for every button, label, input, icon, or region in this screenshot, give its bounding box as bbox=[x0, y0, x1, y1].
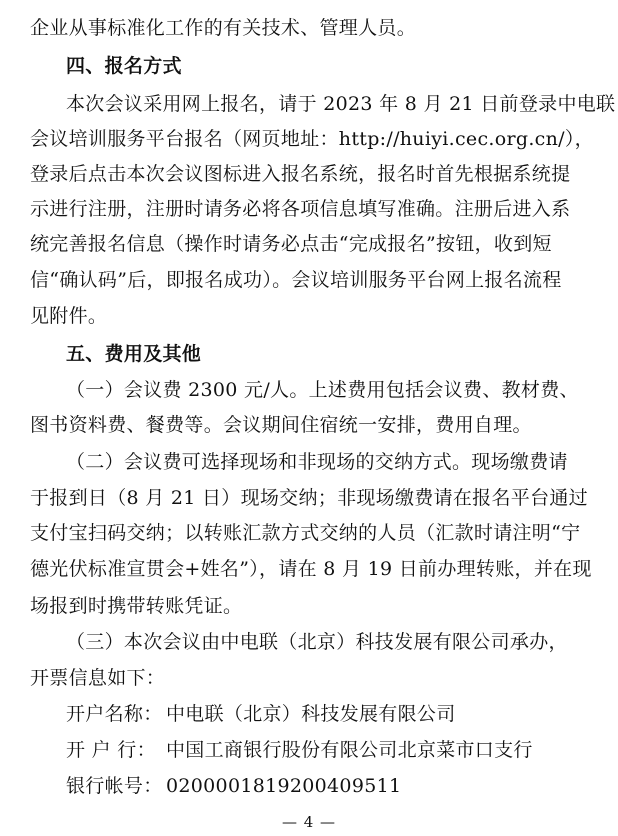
paragraph-line: 登录后点击本次会议图标进入报名系统，报名时首先根据系统提 bbox=[30, 163, 571, 185]
paragraph-line: （三）本次会议由中电联（北京）科技发展有限公司承办， bbox=[66, 631, 568, 653]
paragraph-line: 见附件。 bbox=[30, 305, 108, 327]
paragraph-line: 统完善报名信息（操作时请务必点击“完成报名”按钮，收到短 bbox=[30, 233, 552, 255]
invoice-label: 开 户 行： bbox=[66, 739, 156, 761]
paragraph-line: 信“确认码”后，即报名成功）。会议培训服务平台网上报名流程 bbox=[30, 269, 562, 291]
invoice-row-account-number bbox=[66, 768, 618, 804]
paragraph-line: 开票信息如下： bbox=[30, 667, 166, 689]
section-heading-registration: 四、报名方式 bbox=[66, 55, 182, 77]
paragraph-line: 图书资料费、餐费等。会议期间住宿统一安排，费用自理。 bbox=[30, 414, 532, 436]
section-heading-fees: 五、费用及其他 bbox=[66, 343, 202, 365]
paragraph-line: 于报到日（8 月 21 日）现场交纳；非现场缴费请在报名平台通过 bbox=[30, 487, 588, 509]
paragraph-line: 示进行注册，注册时请务必将各项信息填写准确。注册后进入系 bbox=[30, 198, 571, 220]
paragraph-line: （一）会议费 2300 元/人。上述费用包括会议费、教材费、 bbox=[66, 379, 579, 401]
paragraph-line: 会议培训服务平台报名（网页地址：http://huiyi.cec.org.cn/）， bbox=[30, 128, 594, 150]
invoice-value: 0200001819200409511 bbox=[166, 775, 402, 797]
paragraph-line: 本次会议采用网上报名，请于 2023 年 8 月 21 日前登录中电联 bbox=[66, 93, 616, 115]
invoice-row-bank bbox=[66, 732, 618, 768]
paragraph-line: 支付宝扫码交纳；以转账汇款方式交纳的人员（汇款时请注明“宁 bbox=[30, 522, 581, 544]
paragraph-line: （二）会议费可选择现场和非现场的交纳方式。现场缴费请 bbox=[66, 451, 568, 473]
invoice-label: 银行帐号： bbox=[66, 775, 163, 797]
invoice-label: 开户名称： bbox=[66, 703, 163, 725]
paragraph-line: 德光伏标准宣贯会+姓名”），请在 8 月 19 日前办理转账，并在现 bbox=[30, 558, 592, 580]
invoice-value: 中国工商银行股份有限公司北京菜市口支行 bbox=[166, 739, 533, 761]
invoice-value: 中电联（北京）科技发展有限公司 bbox=[166, 703, 456, 725]
paragraph-line: 场报到时携带转账凭证。 bbox=[30, 595, 243, 617]
invoice-row-account-name bbox=[66, 696, 618, 732]
page-number: — 4 — bbox=[281, 813, 337, 831]
paragraph-line: 企业从事标准化工作的有关技术、管理人员。 bbox=[30, 17, 417, 39]
